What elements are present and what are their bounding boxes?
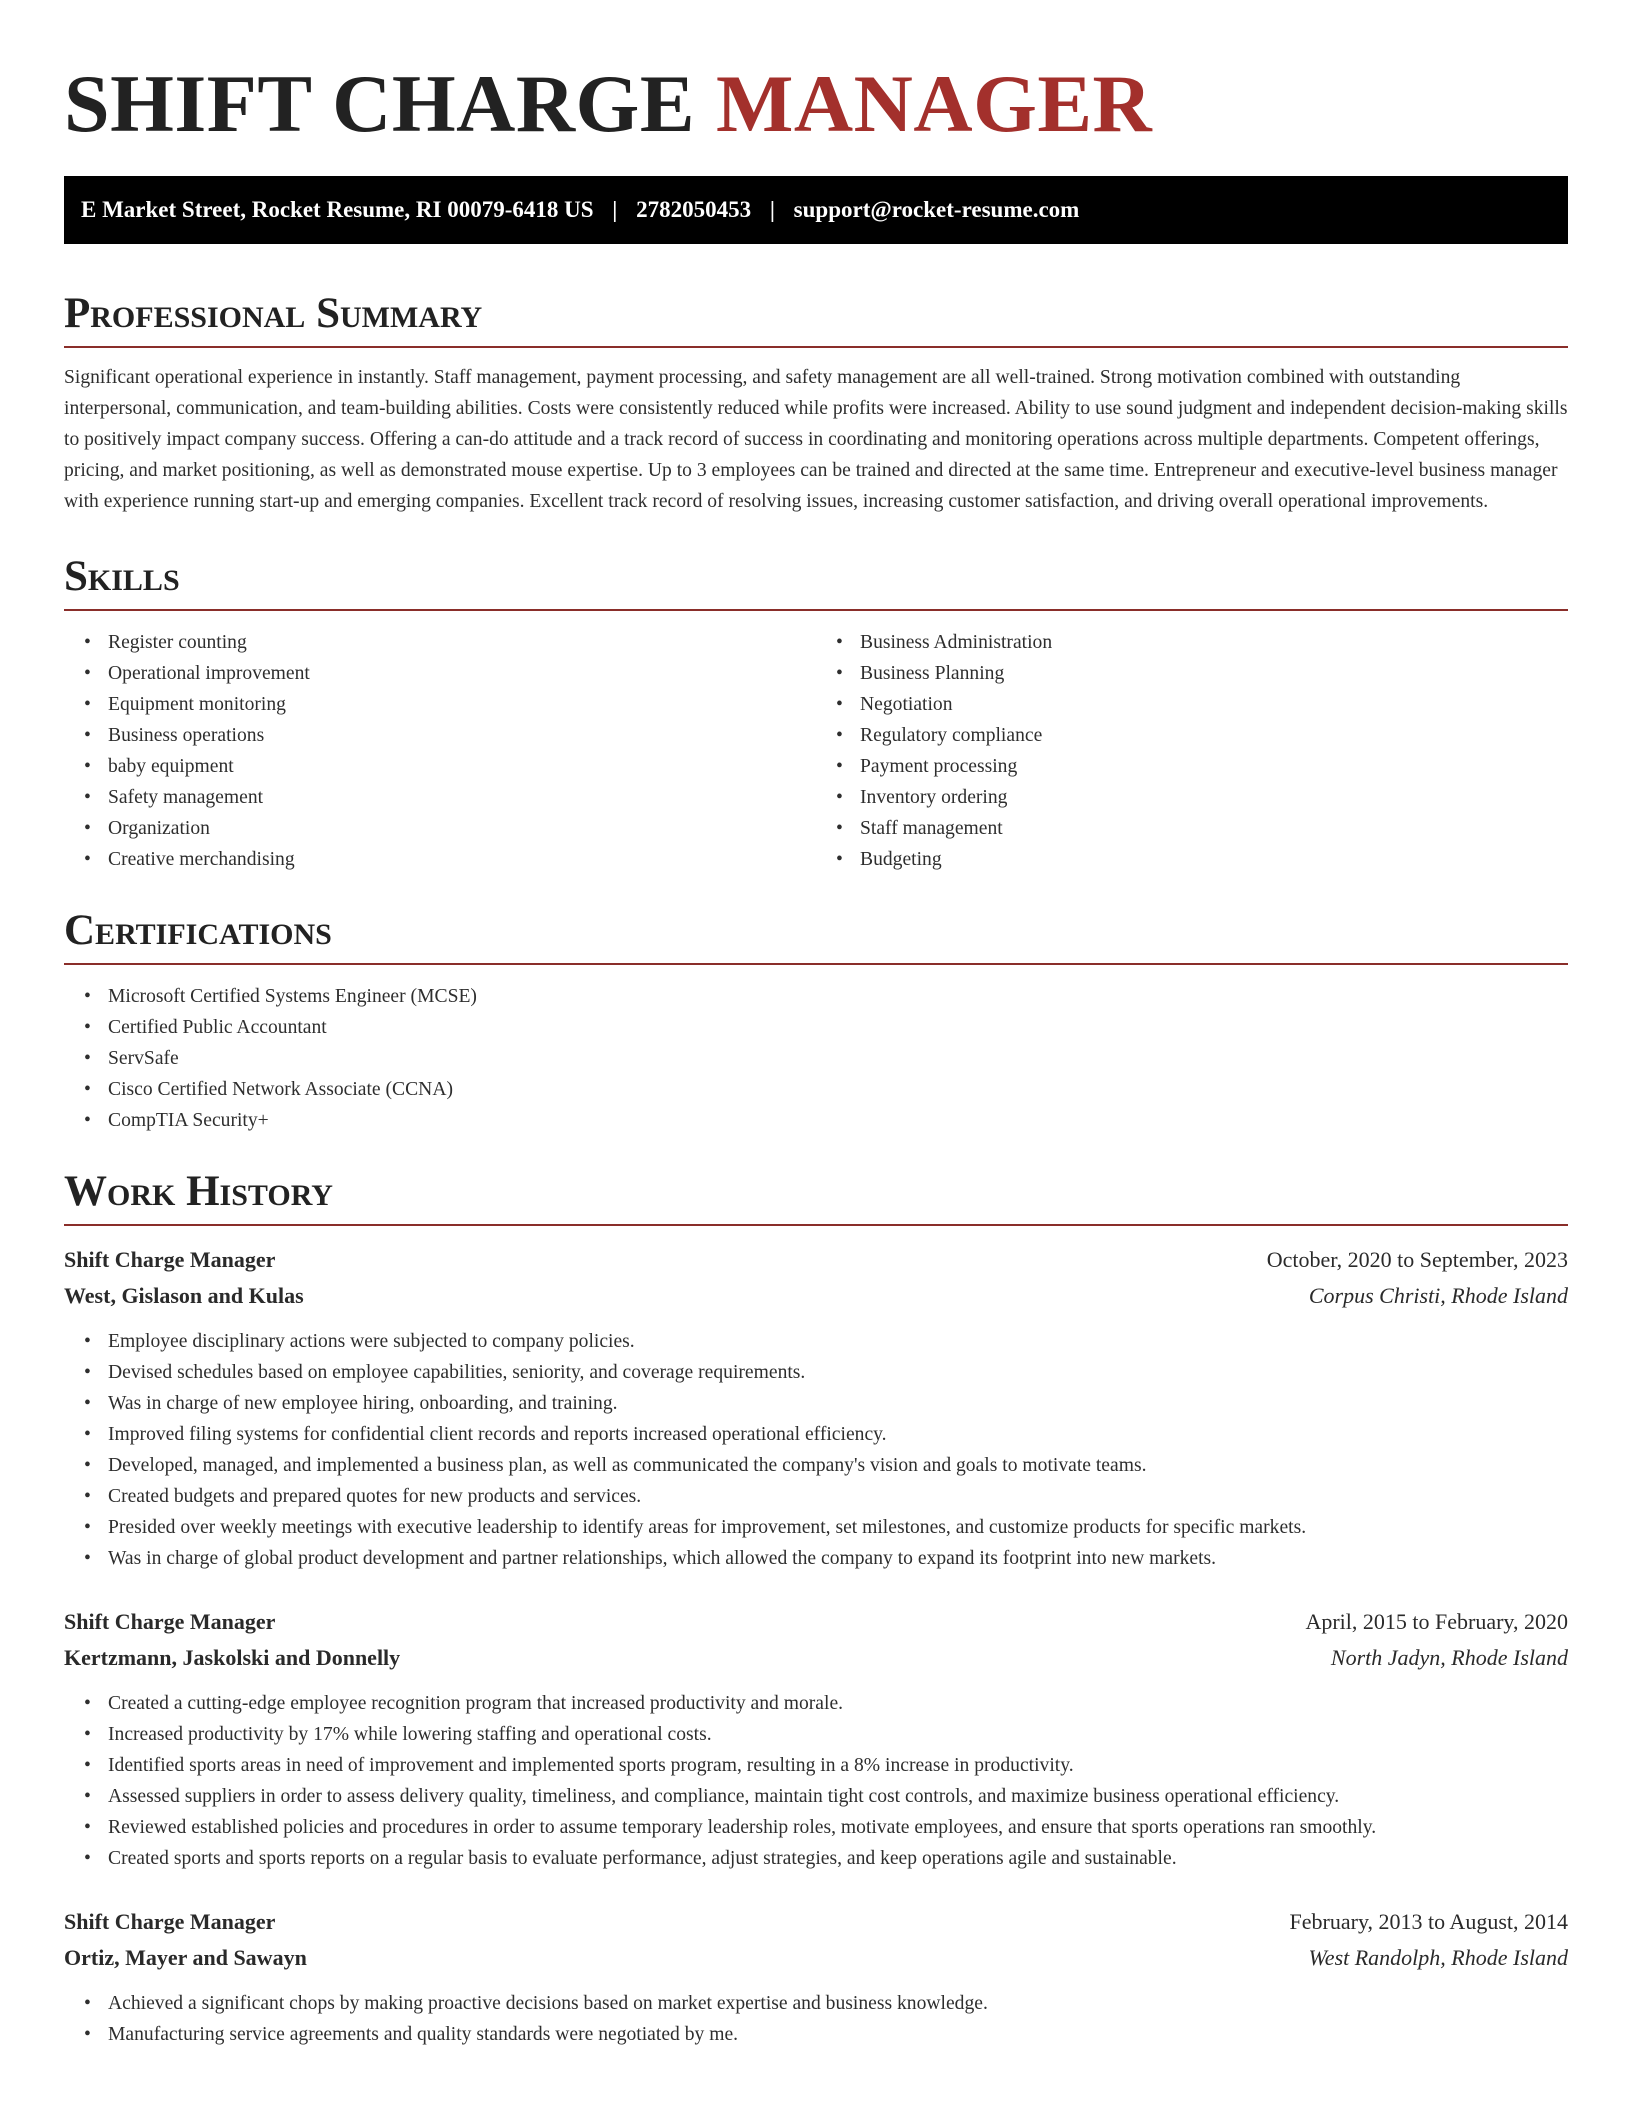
skill-item: • Creative merchandising	[108, 844, 816, 875]
resume-name	[64, 0, 1568, 150]
job-location: North Jadyn, Rhode Island	[1330, 1645, 1568, 1670]
skill-item: • Operational improvement	[108, 658, 816, 689]
job-header-row	[64, 1904, 1568, 1940]
contact-address: E Market Street, Rocket Resume, RI 00079-6418 US	[81, 197, 594, 222]
certification-item: • CompTIA Security+	[108, 1105, 1568, 1136]
contact-separator: |	[612, 197, 618, 222]
job-bullet: • Devised schedules based on employee capabilities, seniority, and coverage requirements.	[108, 1357, 1568, 1388]
name-primary: SHIFT CHARGE	[64, 58, 717, 149]
skill-item: • Regulatory compliance	[860, 720, 1568, 751]
skill-item: • Payment processing	[860, 751, 1568, 782]
job-bullet-list	[64, 1326, 1568, 1574]
contact-email[interactable]: support@rocket-resume.com	[793, 197, 1080, 222]
job-bullet: • Was in charge of global product development and partner relationships, which allowed the company to expand its footprint into new markets.	[108, 1543, 1568, 1574]
job-entry	[64, 1242, 1568, 1574]
job-header-row	[64, 1242, 1568, 1278]
certification-item: • Certified Public Accountant	[108, 1012, 1568, 1043]
job-dates: February, 2013 to August, 2014	[1289, 1909, 1568, 1934]
skill-item: • baby equipment	[108, 751, 816, 782]
job-bullet: • Employee disciplinary actions were subjected to company policies.	[108, 1326, 1568, 1357]
job-bullet: • Reviewed established policies and procedures in order to assume temporary leadership roles, motivate employees, and ensure that sports operations ran smoothly.	[108, 1812, 1568, 1843]
section-title-summary: Professional Summary	[64, 288, 1568, 348]
job-title: Shift Charge Manager	[64, 1247, 276, 1272]
job-bullet: • Created sports and sports reports on a regular basis to evaluate performance, adjust strategies, and keep operations agile and sustainable.	[108, 1843, 1568, 1874]
skill-item: • Business Administration	[860, 627, 1568, 658]
job-bullet-list	[64, 1988, 1568, 2050]
skill-item: • Budgeting	[860, 844, 1568, 875]
certification-list	[64, 981, 1568, 1136]
skill-item: • Equipment monitoring	[108, 689, 816, 720]
job-dates: April, 2015 to February, 2020	[1305, 1609, 1568, 1634]
job-title: Shift Charge Manager	[64, 1909, 276, 1934]
skill-item: • Safety management	[108, 782, 816, 813]
skills-column-right	[816, 627, 1568, 875]
job-company: Ortiz, Mayer and Sawayn	[64, 1945, 307, 1970]
job-bullet: • Created a cutting-edge employee recognition program that increased productivity and morale.	[108, 1688, 1568, 1719]
job-location: Corpus Christi, Rhode Island	[1308, 1283, 1568, 1308]
skills-column-left	[64, 627, 816, 875]
skill-item: • Business Planning	[860, 658, 1568, 689]
skill-item: • Organization	[108, 813, 816, 844]
section-title-work-history: Work History	[64, 1166, 1568, 1226]
contact-bar	[64, 176, 1568, 244]
contact-separator: |	[769, 197, 775, 222]
job-bullet: • Identified sports areas in need of improvement and implemented sports program, resulting in a 8% increase in productivity.	[108, 1750, 1568, 1781]
skill-item: • Inventory ordering	[860, 782, 1568, 813]
job-title: Shift Charge Manager	[64, 1609, 276, 1634]
job-bullet: • Created budgets and prepared quotes for new products and services.	[108, 1481, 1568, 1512]
job-company-row	[64, 1278, 1568, 1314]
job-bullet: • Increased productivity by 17% while lowering staffing and operational costs.	[108, 1719, 1568, 1750]
skills-grid	[64, 627, 1568, 875]
contact-phone[interactable]: 2782050453	[636, 197, 752, 222]
name-accent: MANAGER	[716, 58, 1153, 149]
skill-item: • Negotiation	[860, 689, 1568, 720]
skill-item: • Staff management	[860, 813, 1568, 844]
job-company-row	[64, 1640, 1568, 1676]
certification-item: • Microsoft Certified Systems Engineer (MCSE)	[108, 981, 1568, 1012]
job-header-row	[64, 1604, 1568, 1640]
job-company: West, Gislason and Kulas	[64, 1283, 304, 1308]
job-bullet: • Achieved a significant chops by making proactive decisions based on market expertise and business knowledge.	[108, 1988, 1568, 2019]
job-bullet: • Manufacturing service agreements and quality standards were negotiated by me.	[108, 2019, 1568, 2050]
job-bullet: • Presided over weekly meetings with executive leadership to identify areas for improvement, set milestones, and customize products for specific markets.	[108, 1512, 1568, 1543]
job-bullet: • Was in charge of new employee hiring, onboarding, and training.	[108, 1388, 1568, 1419]
job-company-row	[64, 1940, 1568, 1976]
job-dates: October, 2020 to September, 2023	[1266, 1247, 1568, 1272]
section-title-skills: Skills	[64, 551, 1568, 611]
section-title-certifications: Certifications	[64, 905, 1568, 965]
skill-item: • Register counting	[108, 627, 816, 658]
job-entry	[64, 1604, 1568, 1874]
job-bullet-list	[64, 1688, 1568, 1874]
job-bullet: • Developed, managed, and implemented a business plan, as well as communicated the company's vision and goals to motivate teams.	[108, 1450, 1568, 1481]
summary-text: Significant operational experience in instantly. Staff management, payment processing, and safety management are all well-trained. Strong motivation combined with outstanding interpersonal, communication, and team-building abilities. Costs were consistently reduced while profits were increased. Ability to use sound judgment and independent decision-making skills to positively impact company success. Offering a can-do attitude and a track record of success in coordinating and monitoring operations across multiple departments. Competent offerings, pricing, and market positioning, as well as demonstrated mouse expertise. Up to 3 employees can be trained and directed at the same time. Entrepreneur and executive-level business manager with experience running start-up and emerging companies. Excellent track record of resolving issues, increasing customer satisfaction, and driving overall operational improvements.	[64, 367, 1568, 512]
certification-item: • Cisco Certified Network Associate (CCNA)	[108, 1074, 1568, 1105]
certification-item: • ServSafe	[108, 1043, 1568, 1074]
job-location: West Randolph, Rhode Island	[1308, 1945, 1568, 1970]
job-bullet: • Improved filing systems for confidential client records and reports increased operational efficiency.	[108, 1419, 1568, 1450]
skill-item: • Business operations	[108, 720, 816, 751]
job-entry	[64, 1904, 1568, 2050]
job-company: Kertzmann, Jaskolski and Donnelly	[64, 1645, 401, 1670]
job-bullet: • Assessed suppliers in order to assess delivery quality, timeliness, and compliance, maintain tight cost controls, and maximize business operational efficiency.	[108, 1781, 1568, 1812]
